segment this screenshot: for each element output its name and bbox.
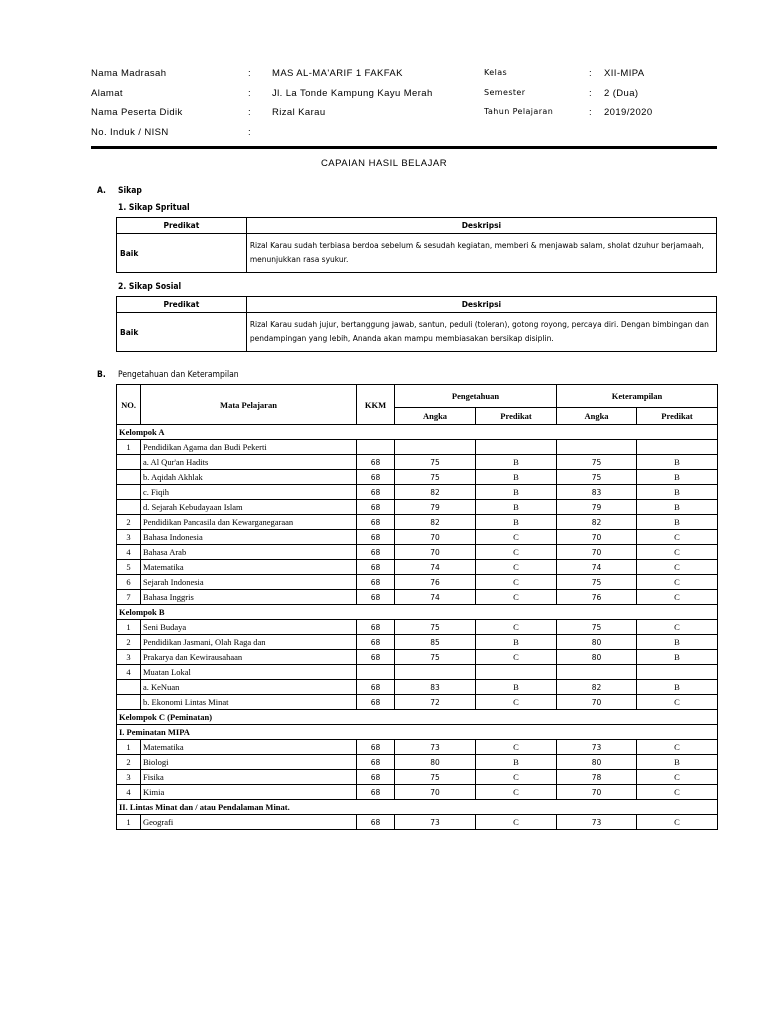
info-label: Alamat [91, 87, 123, 99]
subject-name: Biologi [141, 755, 357, 770]
info-label: Nama Peserta Didik [91, 107, 183, 118]
table-row [117, 680, 718, 695]
row-no: 4 [117, 545, 141, 560]
pengetahuan-angka: 75 [395, 470, 476, 485]
keterampilan-predikat: B [637, 455, 718, 470]
table-row [117, 500, 718, 515]
keterampilan-predikat: C [637, 575, 718, 590]
pengetahuan-predikat [476, 440, 557, 455]
sikap-sosial-title: 2. Sikap Sosial [118, 282, 182, 292]
group-row [117, 710, 718, 725]
kkm-value: 68 [357, 515, 395, 530]
subject-name: d. Sejarah Kebudayaan Islam [141, 500, 357, 515]
header-divider [91, 146, 717, 149]
row-no: 2 [117, 635, 141, 650]
pengetahuan-angka: 70 [395, 530, 476, 545]
pengetahuan-angka: 75 [395, 455, 476, 470]
keterampilan-predikat: B [637, 755, 718, 770]
row-no [117, 470, 141, 485]
subject-name: Muatan Lokal [141, 665, 357, 680]
group-row [117, 725, 718, 740]
keterampilan-angka: 70 [557, 695, 637, 710]
table-row [117, 545, 718, 560]
col-no: NO. [117, 385, 141, 425]
kkm-value: 68 [357, 545, 395, 560]
info-colon: : [248, 126, 252, 138]
kkm-value: 68 [357, 560, 395, 575]
keterampilan-angka: 75 [557, 620, 637, 635]
table-header-row [117, 218, 717, 234]
row-no: 1 [117, 740, 141, 755]
info-value-2: 2019/2020 [604, 107, 653, 118]
subject-name: Seni Budaya [141, 620, 357, 635]
table-row [117, 440, 718, 455]
keterampilan-predikat: B [637, 650, 718, 665]
table-row [117, 313, 717, 352]
info-colon: : [248, 68, 252, 79]
subject-name: Geografi [141, 815, 357, 830]
col-pengetahuan: Pengetahuan [395, 385, 557, 408]
pengetahuan-predikat: B [476, 470, 557, 485]
info-colon-2: : [589, 68, 593, 79]
pengetahuan-angka: 70 [395, 785, 476, 800]
pengetahuan-predikat: C [476, 575, 557, 590]
pengetahuan-angka: 70 [395, 545, 476, 560]
row-no: 6 [117, 575, 141, 590]
kkm-value: 68 [357, 785, 395, 800]
keterampilan-angka: 82 [557, 515, 637, 530]
kkm-value: 68 [357, 530, 395, 545]
sikap-spiritual-title: 1. Sikap Spritual [118, 203, 190, 213]
pengetahuan-angka: 73 [395, 740, 476, 755]
keterampilan-predikat: B [637, 680, 718, 695]
keterampilan-angka: 76 [557, 590, 637, 605]
section-b-letter: B. [97, 370, 106, 380]
pengetahuan-angka: 80 [395, 755, 476, 770]
kkm-value: 68 [357, 455, 395, 470]
subject-name: Matematika [141, 740, 357, 755]
keterampilan-angka [557, 440, 637, 455]
row-no: 3 [117, 650, 141, 665]
pengetahuan-predikat: C [476, 785, 557, 800]
keterampilan-predikat: C [637, 620, 718, 635]
pengetahuan-predikat: C [476, 545, 557, 560]
pengetahuan-angka [395, 440, 476, 455]
subject-name: Fisika [141, 770, 357, 785]
keterampilan-angka: 78 [557, 770, 637, 785]
kkm-value: 68 [357, 590, 395, 605]
pengetahuan-angka: 82 [395, 515, 476, 530]
keterampilan-angka: 70 [557, 785, 637, 800]
info-value-2: XII-MIPA [604, 68, 645, 79]
pengetahuan-angka: 83 [395, 680, 476, 695]
subject-name: c. Fiqih [141, 485, 357, 500]
keterampilan-predikat: C [637, 785, 718, 800]
keterampilan-angka: 70 [557, 530, 637, 545]
subject-name: Kimia [141, 785, 357, 800]
subject-name: b. Aqidah Akhlak [141, 470, 357, 485]
info-colon-2: : [589, 87, 593, 99]
col-keterampilan: Keterampilan [557, 385, 718, 408]
subject-name: a. KeNuan [141, 680, 357, 695]
keterampilan-predikat: C [637, 530, 718, 545]
row-no: 3 [117, 770, 141, 785]
pengetahuan-predikat: C [476, 620, 557, 635]
keterampilan-angka: 80 [557, 755, 637, 770]
pengetahuan-predikat [476, 665, 557, 680]
pengetahuan-angka: 75 [395, 620, 476, 635]
table-header-row [117, 297, 717, 313]
table-row [117, 530, 718, 545]
subject-name: Matematika [141, 560, 357, 575]
col-predikat: Predikat [117, 218, 247, 234]
kkm-value: 68 [357, 680, 395, 695]
col-kkm: KKM [357, 385, 395, 425]
subject-name: Pendidikan Agama dan Budi Pekerti [141, 440, 357, 455]
keterampilan-angka: 83 [557, 485, 637, 500]
table-row [117, 815, 718, 830]
info-value-2: 2 (Dua) [604, 87, 639, 99]
subject-name: Bahasa Arab [141, 545, 357, 560]
table-row [117, 575, 718, 590]
keterampilan-predikat: C [637, 560, 718, 575]
keterampilan-predikat: B [637, 485, 718, 500]
row-no: 2 [117, 755, 141, 770]
col-predikat: Predikat [117, 297, 247, 313]
keterampilan-angka: 70 [557, 545, 637, 560]
row-no [117, 500, 141, 515]
group-label: Kelompok B [117, 605, 718, 620]
pengetahuan-predikat: B [476, 500, 557, 515]
predikat-value: Baik [117, 313, 247, 352]
subject-name: b. Ekonomi Lintas Minat [141, 695, 357, 710]
pengetahuan-predikat: C [476, 770, 557, 785]
subject-name: Pendidikan Pancasila dan Kewarganegaraan [141, 515, 357, 530]
table-row [117, 234, 717, 273]
keterampilan-angka: 79 [557, 500, 637, 515]
kkm-value: 68 [357, 755, 395, 770]
table-row [117, 770, 718, 785]
keterampilan-predikat: B [637, 500, 718, 515]
table-row [117, 665, 718, 680]
row-no [117, 695, 141, 710]
pengetahuan-angka: 82 [395, 485, 476, 500]
keterampilan-angka [557, 665, 637, 680]
subject-name: Prakarya dan Kewirausahaan [141, 650, 357, 665]
info-label-2: Kelas [484, 68, 508, 77]
pengetahuan-predikat: C [476, 740, 557, 755]
kkm-value: 68 [357, 695, 395, 710]
keterampilan-angka: 74 [557, 560, 637, 575]
pengetahuan-predikat: B [476, 635, 557, 650]
table-row [117, 650, 718, 665]
table-row [117, 590, 718, 605]
pengetahuan-predikat: B [476, 755, 557, 770]
col-deskripsi: Deskripsi [246, 218, 716, 234]
col-mapel: Mata Pelajaran [141, 385, 357, 425]
group-row [117, 425, 718, 440]
subject-name: a. Al Qur'an Hadits [141, 455, 357, 470]
pengetahuan-predikat: C [476, 815, 557, 830]
subject-name: Pendidikan Jasmani, Olah Raga dan [141, 635, 357, 650]
keterampilan-angka: 75 [557, 470, 637, 485]
info-colon: : [248, 107, 252, 118]
group-row [117, 605, 718, 620]
pengetahuan-angka: 75 [395, 650, 476, 665]
pengetahuan-angka: 76 [395, 575, 476, 590]
keterampilan-predikat: C [637, 740, 718, 755]
row-no [117, 680, 141, 695]
info-value: Jl. La Tonde Kampung Kayu Merah [272, 87, 433, 99]
col-pengetahuan-predikat: Predikat [476, 408, 557, 425]
info-colon: : [248, 87, 252, 99]
pengetahuan-predikat: C [476, 695, 557, 710]
subject-name: Bahasa Indonesia [141, 530, 357, 545]
col-keterampilan-predikat: Predikat [637, 408, 718, 425]
pengetahuan-predikat: C [476, 650, 557, 665]
info-colon-2: : [589, 107, 593, 118]
kkm-value [357, 665, 395, 680]
table-row [117, 485, 718, 500]
row-no: 2 [117, 515, 141, 530]
grades-table [116, 384, 718, 830]
kkm-value: 68 [357, 770, 395, 785]
keterampilan-angka: 80 [557, 635, 637, 650]
table-row [117, 635, 718, 650]
row-no [117, 455, 141, 470]
keterampilan-predikat: C [637, 695, 718, 710]
col-deskripsi: Deskripsi [246, 297, 716, 313]
row-no: 4 [117, 785, 141, 800]
pengetahuan-angka: 79 [395, 500, 476, 515]
kkm-value: 68 [357, 620, 395, 635]
pengetahuan-angka: 72 [395, 695, 476, 710]
section-b-title: Pengetahuan dan Keterampilan [118, 370, 239, 380]
keterampilan-predikat: B [637, 515, 718, 530]
pengetahuan-predikat: C [476, 590, 557, 605]
row-no: 1 [117, 620, 141, 635]
row-no: 5 [117, 560, 141, 575]
pengetahuan-predikat: B [476, 680, 557, 695]
sikap-sosial-table [116, 296, 717, 352]
row-no: 1 [117, 815, 141, 830]
group-label: Kelompok C (Peminatan) [117, 710, 718, 725]
kkm-value: 68 [357, 740, 395, 755]
section-a-letter: A. [97, 186, 106, 196]
col-pengetahuan-angka: Angka [395, 408, 476, 425]
pengetahuan-predikat: B [476, 485, 557, 500]
table-row [117, 755, 718, 770]
section-a-title: Sikap [118, 186, 142, 196]
pengetahuan-predikat: C [476, 560, 557, 575]
keterampilan-predikat: B [637, 635, 718, 650]
keterampilan-angka: 75 [557, 575, 637, 590]
table-row [117, 560, 718, 575]
keterampilan-angka: 73 [557, 740, 637, 755]
pengetahuan-angka: 74 [395, 590, 476, 605]
kkm-value [357, 440, 395, 455]
sikap-spiritual-table [116, 217, 717, 273]
keterampilan-predikat: C [637, 545, 718, 560]
group-label: I. Peminatan MIPA [117, 725, 718, 740]
kkm-value: 68 [357, 635, 395, 650]
kkm-value: 68 [357, 500, 395, 515]
group-label: II. Lintas Minat dan / atau Pendalaman Minat. [117, 800, 718, 815]
predikat-value: Baik [117, 234, 247, 273]
table-row [117, 785, 718, 800]
subject-name: Bahasa Inggris [141, 590, 357, 605]
info-label-2: Tahun Pelajaran [484, 107, 554, 116]
page-title: CAPAIAN HASIL BELAJAR [320, 158, 448, 169]
keterampilan-angka: 80 [557, 650, 637, 665]
keterampilan-angka: 73 [557, 815, 637, 830]
row-no: 7 [117, 590, 141, 605]
pengetahuan-predikat: C [476, 530, 557, 545]
keterampilan-angka: 82 [557, 680, 637, 695]
row-no: 3 [117, 530, 141, 545]
row-no [117, 485, 141, 500]
pengetahuan-angka: 74 [395, 560, 476, 575]
keterampilan-predikat: C [637, 815, 718, 830]
deskripsi-value: Rizal Karau sudah terbiasa berdoa sebelum & sesudah kegiatan, memberi & menjawab salam, sholat dzuhur berjamaah, menunjukkan rasa syukur. [246, 234, 716, 273]
kkm-value: 68 [357, 485, 395, 500]
subject-name: Sejarah Indonesia [141, 575, 357, 590]
table-row [117, 515, 718, 530]
info-label: Nama Madrasah [91, 68, 167, 79]
pengetahuan-predikat: B [476, 455, 557, 470]
row-no: 1 [117, 440, 141, 455]
table-row [117, 740, 718, 755]
kkm-value: 68 [357, 470, 395, 485]
kkm-value: 68 [357, 815, 395, 830]
table-row [117, 455, 718, 470]
keterampilan-angka: 75 [557, 455, 637, 470]
keterampilan-predikat: B [637, 470, 718, 485]
table-row [117, 470, 718, 485]
deskripsi-value: Rizal Karau sudah jujur, bertanggung jawab, santun, peduli (toleran), gotong royong, percaya diri. Dengan bimbingan dan pendampingan yang lebih, Ananda akan mampu membiasakan bersikap disiplin. [246, 313, 716, 352]
keterampilan-predikat: C [637, 770, 718, 785]
info-label-2: Semester [484, 87, 526, 97]
keterampilan-predikat: C [637, 590, 718, 605]
pengetahuan-angka: 73 [395, 815, 476, 830]
keterampilan-predikat [637, 665, 718, 680]
group-label: Kelompok A [117, 425, 718, 440]
kkm-value: 68 [357, 575, 395, 590]
info-value: MAS AL-MA'ARIF 1 FAKFAK [272, 68, 403, 79]
keterampilan-predikat [637, 440, 718, 455]
group-row [117, 800, 718, 815]
pengetahuan-angka: 75 [395, 770, 476, 785]
row-no: 4 [117, 665, 141, 680]
table-row [117, 695, 718, 710]
table-header-row [117, 385, 718, 408]
kkm-value: 68 [357, 650, 395, 665]
pengetahuan-angka: 85 [395, 635, 476, 650]
col-keterampilan-angka: Angka [557, 408, 637, 425]
info-label: No. Induk / NISN [91, 126, 169, 138]
table-row [117, 620, 718, 635]
info-value: Rizal Karau [272, 107, 326, 118]
pengetahuan-predikat: B [476, 515, 557, 530]
pengetahuan-angka [395, 665, 476, 680]
